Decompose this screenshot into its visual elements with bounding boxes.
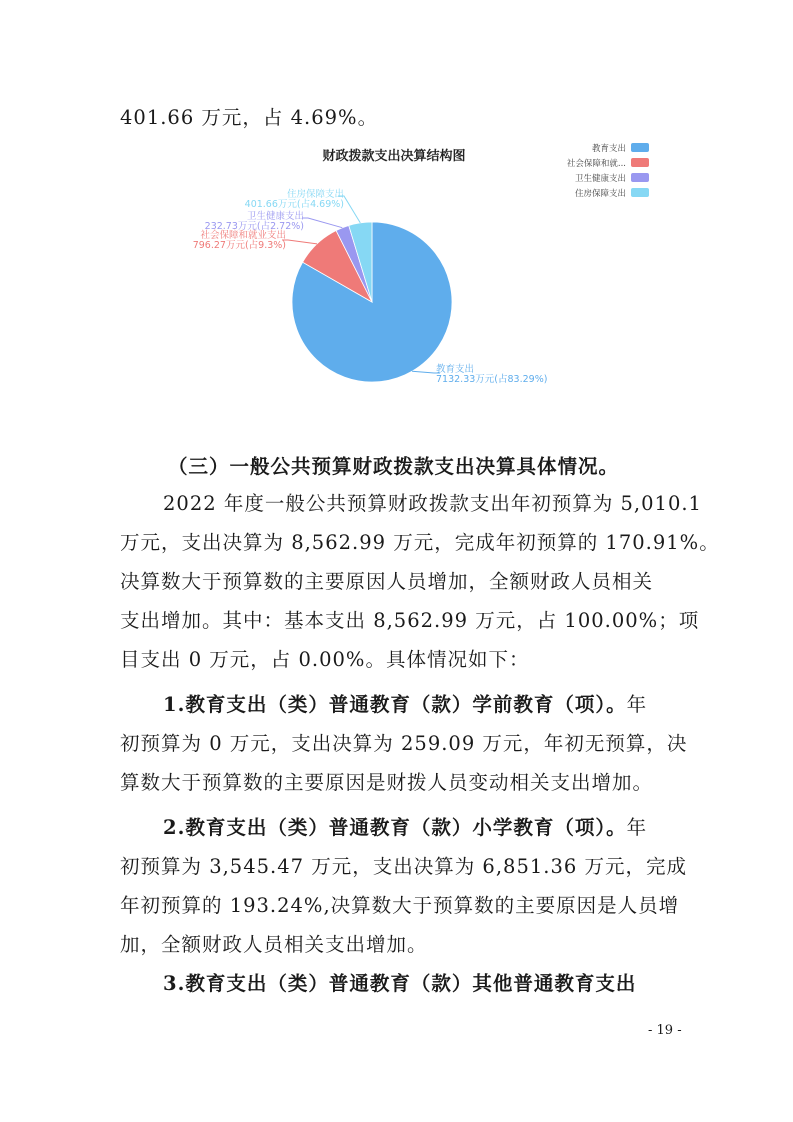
item2-line-1 bbox=[163, 816, 647, 840]
legend-label-1: 教育支出 bbox=[591, 144, 626, 154]
page-number: - 19 - bbox=[648, 1023, 682, 1038]
para1-line-1: 2022 年度一般公共预算财政拨款支出年初预算为 5,010.1 bbox=[163, 492, 702, 515]
legend-swatch-1 bbox=[631, 143, 649, 152]
legend-label-2: 社会保障和就... bbox=[566, 159, 626, 169]
slice-value-label-1: 7132.33万元(占83.29%) bbox=[436, 374, 548, 385]
item3-title: 3.教育支出（类）普通教育（款）其他普通教育支出 bbox=[163, 972, 637, 995]
item1-line-1 bbox=[163, 693, 647, 717]
section-heading: （三）一般公共预算财政拨款支出决算具体情况。 bbox=[168, 455, 620, 478]
slice-label-4: 住房保障支出 bbox=[286, 189, 344, 200]
item1-line-3: 算数大于预算数的主要原因是财拨人员变动相关支出增加。 bbox=[120, 771, 654, 794]
intro-line: 401.66 万元，占 4.69%。 bbox=[120, 106, 379, 129]
slice-label-3: 卫生健康支出 bbox=[246, 211, 304, 222]
item1-line-2: 初预算为 0 万元，支出决算为 259.09 万元，年初无预算，决 bbox=[120, 732, 688, 755]
item1-title: 1.教育支出（类）普通教育（款）学前教育（项）。 bbox=[163, 693, 627, 716]
para1-line-2: 万元，支出决算为 8,562.99 万元，完成年初预算的 170.91%。 bbox=[120, 531, 720, 554]
leader-line-3 bbox=[302, 218, 342, 228]
pie-chart bbox=[0, 0, 793, 420]
legend-swatch-4 bbox=[631, 188, 649, 197]
item2-line-2: 初预算为 3,545.47 万元，支出决算为 6,851.36 万元，完成 bbox=[120, 855, 687, 878]
para1-line-5: 目支出 0 万元，占 0.00%。具体情况如下： bbox=[120, 648, 530, 671]
legend-swatch-2 bbox=[631, 158, 649, 167]
item1-title-tail: 年 bbox=[626, 693, 648, 716]
item2-line-4: 加，全额财政人员相关支出增加。 bbox=[120, 933, 428, 956]
item2-title-tail: 年 bbox=[626, 816, 648, 839]
item2-title: 2.教育支出（类）普通教育（款）小学教育（项）。 bbox=[163, 816, 627, 839]
para1-line-4: 支出增加。其中：基本支出 8,562.99 万元，占 100.00%；项 bbox=[120, 609, 700, 632]
para1-line-3: 决算数大于预算数的主要原因人员增加，全额财政人员相关 bbox=[120, 570, 654, 593]
leader-line-2 bbox=[282, 240, 317, 244]
slice-value-label-2: 796.27万元(占9.3%) bbox=[192, 240, 286, 251]
legend-label-3: 卫生健康支出 bbox=[574, 174, 626, 184]
chart-title: 财政拨款支出决算结构图 bbox=[322, 149, 466, 164]
slice-label-2: 社会保障和就业支出 bbox=[200, 230, 286, 241]
item2-line-3: 年初预算的 193.24%,决算数大于预算数的主要原因是人员增 bbox=[120, 894, 680, 917]
legend-label-4: 住房保障支出 bbox=[574, 189, 626, 199]
slice-value-label-4: 401.66万元(占4.69%) bbox=[244, 199, 344, 210]
slice-label-1: 教育支出 bbox=[436, 364, 475, 375]
legend-swatch-3 bbox=[631, 173, 649, 182]
slice-value-label-3: 232.73万元(占2.72%) bbox=[204, 221, 304, 232]
